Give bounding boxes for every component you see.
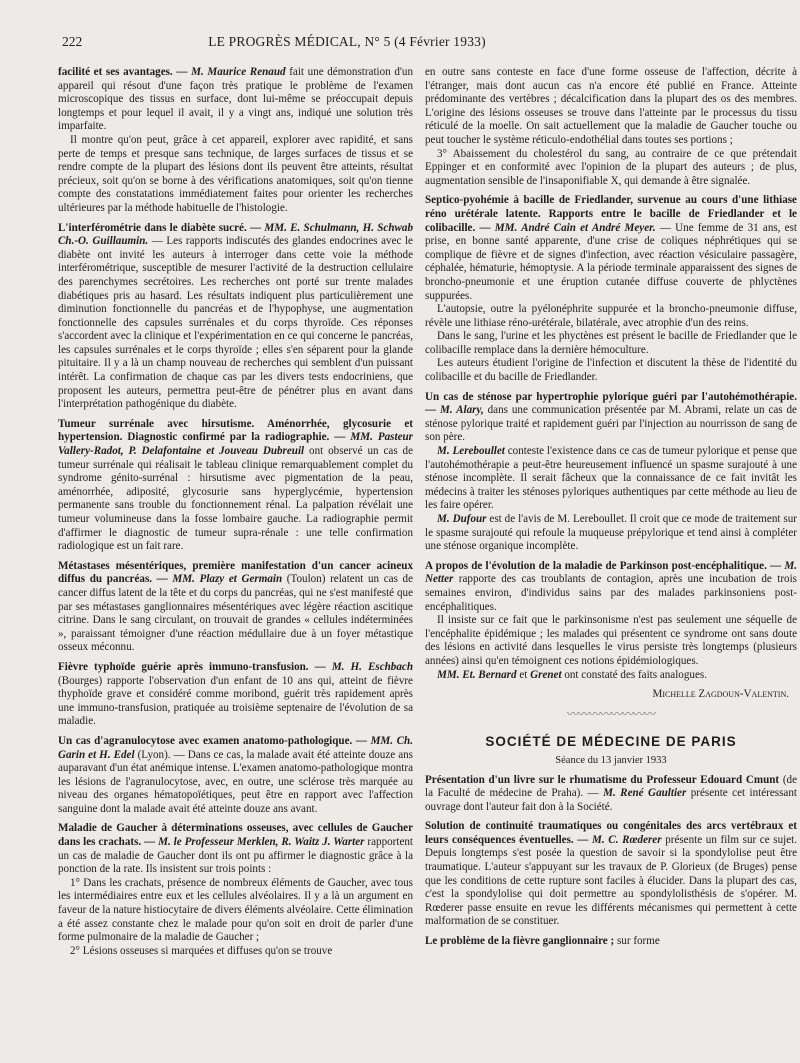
section-arcs-vertebraux — [425, 820, 797, 929]
section-text: ont observé un cas de tumeur surrénale qui réalisait le tableau clinique remarquablement complet du syndrome génito-surrénal : hirsutisme avec pigmentation de la peau, aménorrhée, adiposité, glycosurie sans hyperglycémie, hypertension permanente sans trouble du fonctionnement rénal. La palpation révélait une tumeur volumineuse dans la fosse lombaire gauche. La radiographie permit d'affirmer le diagnostic de tumeur supra-rénale : une telle confirmation radiologique est un fait rare. — [58, 445, 413, 553]
session-date: Séance du 13 janvier 1933 — [555, 754, 667, 766]
section-authors: MM. Ch. Garin et H. Edel — [58, 734, 413, 761]
author-signature: Michelle Zagdoun-Valentin. — [652, 688, 789, 701]
section-title: Septico-pyohémie à bacille de Friedlander, survenue au cours d'une lithiase réno urétérale latente. Rapports entre le bacille de Friedlander et le colibacille. — — [425, 194, 797, 234]
section-livre-rhumatisme — [425, 774, 797, 815]
section-text: et — [519, 668, 528, 681]
section-authors: MM. Et. Bernard — [437, 668, 517, 681]
section-text: — Une femme de 31 ans, est prise, en bonne santé apparente, d'une crise de coliques néphrétiques qui se complique de fièvre et de signes d'infection, avec réaction vésiculaire passagère, céphalée, hématurie, hémoptysie. A la période terminale apparaissent des signes de broncho-pneumonie et une éruption cutanée diffuse couverte de phlyctènes suppurées. — [425, 221, 798, 302]
section-authors: MM. E. Schulmann, H. Schwab Ch.-O. Guillaumin. — [58, 221, 414, 248]
paragraph — [425, 820, 797, 929]
section-authors: M. Maurice Renaud — [191, 66, 286, 78]
section-agranulocytose — [58, 735, 413, 817]
paragraph: Il montre qu'on peut, grâce à cet appareil, explorer avec rapidité, et sans perte de temps et presque sans technique, de larges surfaces de tissus et se rendre compte de la plupart des lésions dont ils peuvent être atteints, résultat précieux, soit qu'on se borne à des vérifications anatomiques, soit qu'on tienne compte des constatations immédiatement faites pour orienter les recherches ultérieures par la méthode habituelle de l'histologie. — [58, 133, 413, 214]
section-fievre-ganglionnaire — [425, 935, 797, 949]
paragraph: 1° Dans les crachats, présence de nombreux éléments de Gaucher, avec tous les intermédiaires entre eux et les cellules alvéolaires. Il y a là un argument en faveur de la nature histiocytaire de divers éléments alvéolaire. Cette élimination a été assez constante chez le malade pour qu'on soit en droit de parler d'une forme pulmonaire de la maladie de Gaucher ; — [58, 876, 413, 944]
paragraph — [425, 560, 797, 614]
section-title: facilité et ses avantages. — — [58, 66, 188, 78]
paragraph — [58, 560, 413, 655]
section-text: est de l'avis de M. Lereboullet. Il croit que ce mode de traitement sur le spasme surajouté qui refoule la muqueuse prépylorique et tend ainsi à compléter une sténose organique incomplète. — [425, 513, 797, 553]
section-authors: M. Lereboullet — [437, 445, 505, 458]
section-parkinson — [425, 560, 797, 682]
paragraph — [425, 774, 797, 815]
section-text: (Bourges) rapporte l'observation d'un enfant de 10 ans qui, atteint de fièvre thyphoïde grave et considéré comme moribond, guérit très rapidement après une immuno-transfusion, pratiquée au troisième septenaire de l'évolution de sa maladie. — [58, 674, 413, 728]
section-stenose-pylorique — [425, 391, 797, 554]
section-authors: M. C. Rœderer — [592, 833, 662, 846]
section-title: Maladie de Gaucher à déterminations osseuses, avec cellules de Gaucher dans les crachats. — — [58, 822, 413, 849]
paragraph — [58, 661, 413, 729]
page-number: 222 — [62, 34, 83, 49]
section-tumeur-surrenale — [58, 418, 413, 554]
page-header — [62, 34, 572, 52]
section-metastases — [58, 560, 413, 655]
section-authors: M. H. Eschbach — [331, 660, 413, 673]
section-text: (Lyon). — Dans ce cas, la malade avait été atteinte douze ans auparavant d'un état anémique intense. L'examen anatomo-pathologique montra les lésions de l'agranulocytose, avec, en outre, une sclérose très marquée au niveau des organes hématopoïétiques, peut être en rapport avec l'affection sanguine dont la malade avait été atteinte douze ans avant. — [58, 748, 413, 815]
section-text: rapportent un cas de maladie de Gaucher dont ils ont pu affirmer le diagnostic grâce à la ponction de la rate. Ils insistent sur trois points : — [58, 836, 413, 876]
paragraph — [58, 66, 413, 134]
section-text: fait une démonstration d'un appareil qui résout d'une façon très pratique le problème de l'examen microscopique des tissus en surface, dont lui-même se préoccupait depuis longtemps et pour lequel il avait, il y a vingt ans, indiqué une solution très imparfaite. — [58, 66, 413, 133]
section-divider: 〰〰〰〰〰〰〰〰 — [566, 706, 655, 721]
paragraph — [425, 391, 797, 445]
paragraph: Il insiste sur ce fait que le parkinsonisme n'est pas seulement une séquelle de l'encéphalite épidémique ; les malades qui présentent ce syndrome ont sans doute des lésions en activité dans lesquelles le virus persiste très longtemps (plusieurs années) ainsi qu'en témoignent ces notions épidémiologiques. — [425, 614, 797, 667]
running-title: LE PROGRÈS MÉDICAL, N° 5 (4 Février 1933) — [208, 34, 486, 49]
section-text: — Les rapports indiscutés des glandes endocrines avec le diabète ont invité les auteurs à interroger dans cette voie la méthode interférométrique, susceptible de mesurer l'activité de la destruction cellulaire des parenchymes secrétoires. Les recherches ont porté sur trente malades diabétiques pris au hasard. Les résultats indiquent plus particulièrement une diminution fonctionnelle du pancréas et de l'hypophyse, une augmentation fonctionnelle des capsules surrénales et du corps thyroïde. Ces réponses s'accordent avec la clinique et l'expérimentation en ce qui concerne le pancréas, les capsules surrénales et le corps thyroïde ; elles s'en séparent pour la glande pituitaire. Il y a là un champ nouveau de recherches qui semblent d'un puissant intérêt. La confirmation de chaque cas par les divers tests endocriniens, que proposent les auteurs, permettra peut-être de pénétrer plus en avant dans l'interprétation pathogénique du diabète. — [58, 235, 413, 411]
section-authors: MM. Plazy et Germain — [172, 573, 283, 586]
section-title: Un cas d'agranulocytose avec examen anatomo-pathologique. — — [58, 734, 367, 747]
paragraph — [425, 669, 797, 683]
section-title: A propos de l'évolution de la maladie de Parkinson post-encéphalitique. — — [425, 559, 782, 572]
section-gaucher-continued — [425, 66, 797, 188]
paragraph: 2° Lésions osseuses si marquées et diffuses qu'on se trouve — [70, 944, 333, 957]
section-authors: MM. André Cain et André Meyer. — [494, 221, 656, 234]
paragraph — [58, 822, 413, 876]
section-interferometrie — [58, 222, 413, 412]
section-title: Tumeur surrénale avec hirsutisme. Aménorrhée, glycosurie et hypertension. Diagnostic confirmé par la radiographie. — — [58, 417, 413, 444]
section-title: Solution de continuité traumatiques ou congénitales des arcs vertébraux et leurs conséquences éventuelles. — — [425, 820, 797, 846]
section-title: L'interférométrie dans le diabète sucré. — — [58, 221, 262, 234]
section-text: présente un film sur ce sujet. Depuis longtemps s'est posée la question de savoir si la spondylolise peut être traumatique. L'auteur s'appuyant sur les travaux de P. Glorieux (de Bruges) pense que les conditions de cette rupture sont faciles à élucider. Dans la plupart des cas, c'est la spondylolise qui doit permettre au spondylolisthésis de s'opérer. M. Rœderer passe ensuite en revue les différents mécanismes qui permettent à cette malformation de se constituer. — [425, 833, 798, 928]
paragraph: Dans le sang, l'urine et les phyctènes est présent le bacille de Friedlander que le colibacille remplace dans la dernière hémoculture. — [425, 330, 797, 356]
section-gaucher — [58, 822, 413, 958]
paragraph — [425, 194, 797, 303]
section-authors: M. Netter — [425, 559, 797, 586]
paragraph: en outre sans conteste en face d'une forme osseuse de l'affection, décrite à l'étranger, mais dont aucun cas n'a encore été publié en France. Atteinte prédominante des vertèbres ; décalcification dans la plupart des os des membres. L'origine des lésions osseuses se trouve dans l'atteinte par le processus du tissu réticulé de la moelle. On sait actuellement que la maladie de Gaucher touche ou peut toucher le système réticulo-endothélial dans toutes ses portions ; — [425, 66, 797, 146]
society-heading: SOCIÉTÉ DE MÉDECINE DE PARIS — [485, 734, 737, 750]
right-column — [425, 66, 797, 955]
section-text: (de la Faculté de médecine de Praha). — — [425, 773, 797, 800]
section-authors: Grenet — [530, 668, 562, 681]
section-authors: MM. Pasteur Vallery-Radot, P. Delafontaine et Jouveau Dubreuil — [58, 431, 413, 458]
paragraph — [425, 445, 797, 513]
section-text: présente cet intéressant ouvrage dont l'auteur fait don à la Société. — [425, 787, 797, 813]
section-title: Le problème de la fièvre ganglionnaire ; — [425, 935, 615, 948]
section-text: dans une communication présentée par M. Abrami, relate un cas de sténose pylorique traité et rapidement guéri par l'injection au nourrisson de sang de son père. — [425, 404, 797, 444]
section-authors: M. Alary, — [439, 404, 484, 417]
section-title: Métastases mésentériques, première manifestation d'un cancer acineux diffus du pancréas. — — [58, 559, 413, 586]
paragraph: 3° Abaissement du cholestérol du sang, au contraire de ce que prétendait Eppinger et en conformité avec l'opinion de la plupart des auteurs ; de plus, augmentation sensible de l'insaponifiable X, qui demande à être signalée. — [425, 147, 797, 187]
section-title: Fièvre typhoïde guérie après immuno-transfusion. — — [58, 660, 326, 673]
section-text: conteste l'existence dans ce cas de tumeur pylorique et pense que l'autohémothérapie a peut-être heureusement influencé un spasme surajouté à une sténose incomplète. Il serait fâcheux que la connaissance de ce fait invitât les médecins à traiter les sténoses pyloriques authentiques par cette méthode au lieu de les faire opérer. — [425, 445, 797, 512]
section-text: sur forme — [616, 935, 660, 948]
paragraph — [58, 418, 413, 554]
section-renaud — [58, 66, 413, 216]
section-text: (Toulon) relatent un cas de cancer diffus latent de la tête et du corps du pancréas, qui ne s'est manifesté que par ses métastases ganglionnaires mésentériques avec légère réaction ascitique citrine. Dans le sang circulant, on trouvait de grandes « cellules indéterminées », paraissant témoigner d'une réaction médullaire due à un foyer métastique osseux méconnu. — [58, 573, 413, 654]
paragraph — [58, 735, 413, 817]
section-authors: M. René Gaultier — [603, 787, 687, 800]
paragraph — [425, 935, 797, 949]
paragraph — [425, 513, 797, 554]
section-text: ont constaté des faits analogues. — [564, 668, 707, 681]
section-authors: M. Dufour — [437, 513, 487, 525]
section-authors: M. le Professeur Merklen, R. Waitz J. Warter — [158, 836, 365, 849]
paragraph — [58, 222, 413, 412]
section-text: rapporte des cas troublants de contagion, après une incubation de trois semaines environ, d'individus sains par des malades parkinsoniens post-encéphalitiques. — [425, 573, 797, 613]
section-friedlander — [425, 194, 797, 384]
left-column — [58, 66, 413, 964]
section-title: Présentation d'un livre sur le rhumatisme du Professeur Edouard Cmunt — [425, 773, 780, 786]
section-fievre-typhoide — [58, 661, 413, 729]
paragraph: Les auteurs étudient l'origine de l'infection et discutent la thèse de l'identité du colibacille et du bacille de Friedlander. — [425, 357, 797, 384]
section-title: Un cas de sténose par hypertrophie pylorique guéri par l'autohémothérapie. — — [425, 390, 797, 417]
paragraph: L'autopsie, outre la pyélonéphrite suppurée et la broncho-pneumonie diffuse, révèle une lithiase réno-urétérale, bilatérale, avec atrophie d'un des reins. — [425, 303, 797, 329]
